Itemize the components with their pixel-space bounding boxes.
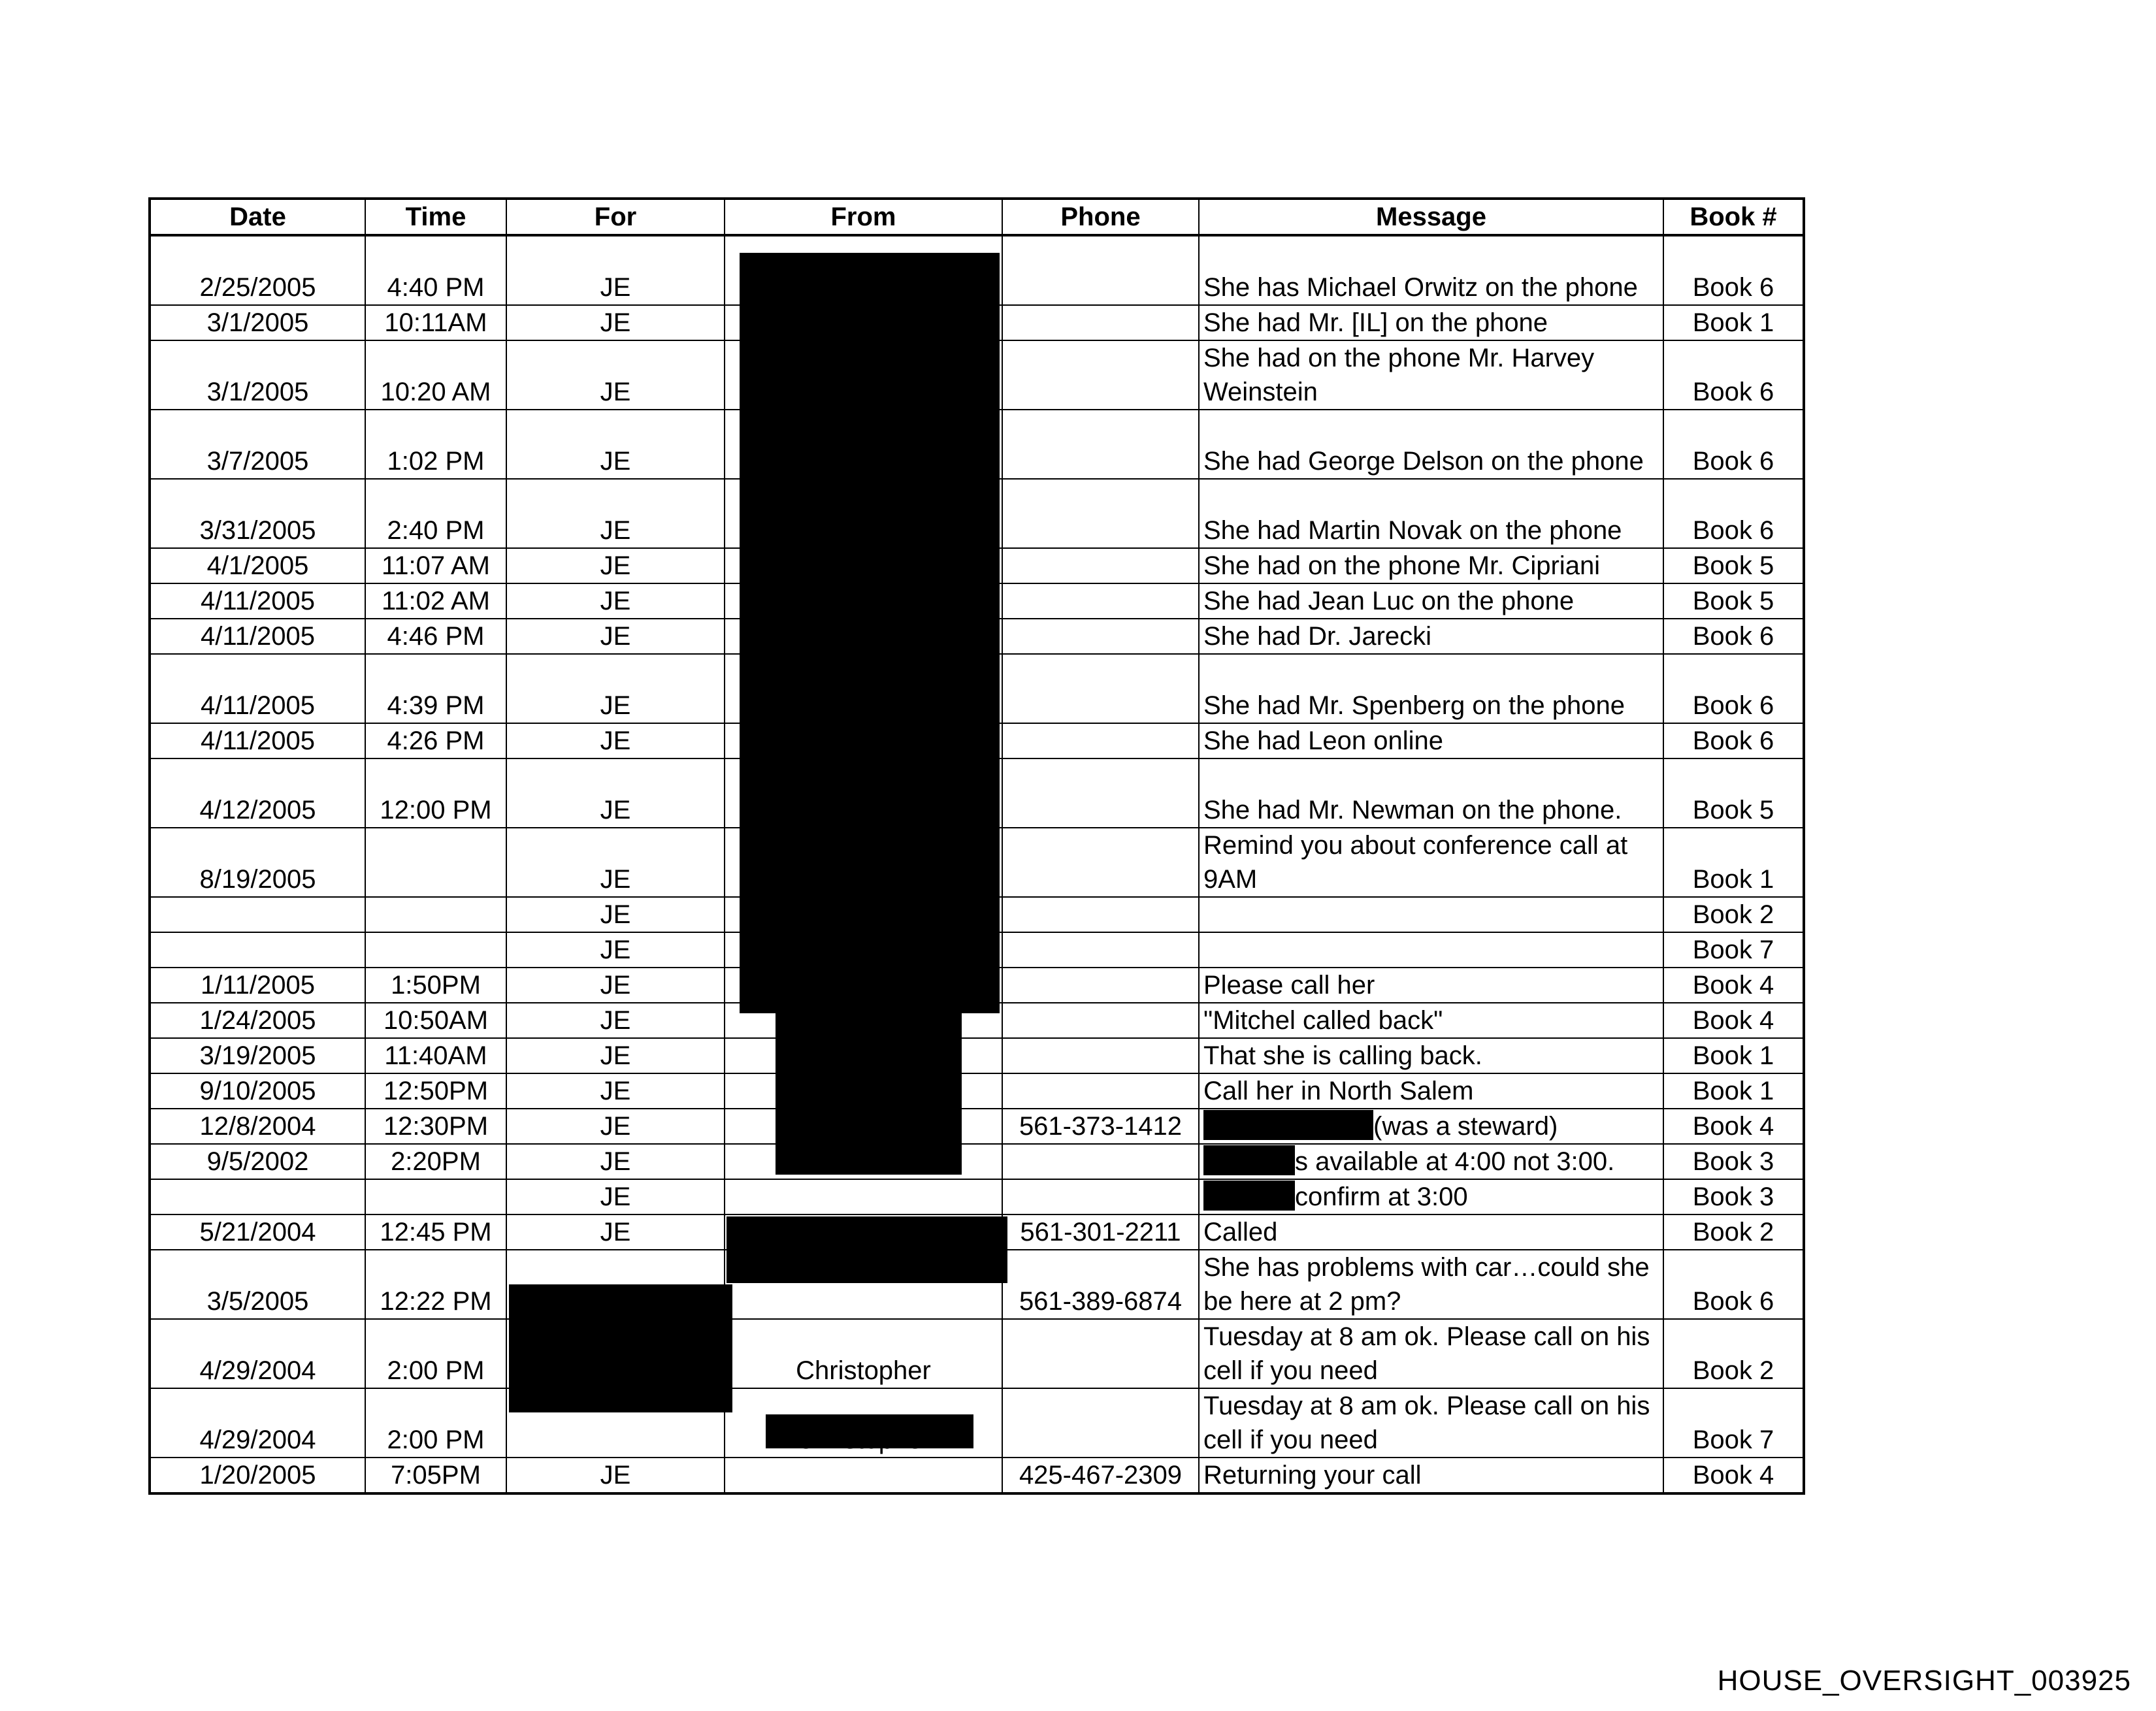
for-cell: JE: [506, 583, 725, 619]
phone-cell: [1002, 305, 1199, 340]
date-cell: 8/19/2005: [150, 828, 365, 897]
book-cell: Book 4: [1663, 1109, 1804, 1144]
message-cell: [1199, 897, 1663, 932]
book-cell: Book 6: [1663, 1250, 1804, 1319]
time-cell: 11:02 AM: [365, 583, 506, 619]
date-cell: 1/24/2005: [150, 1003, 365, 1038]
date-cell: 4/12/2005: [150, 758, 365, 828]
header-time: Time: [365, 199, 506, 235]
table-row: [150, 1109, 1804, 1144]
phone-cell: [1002, 548, 1199, 583]
book-cell: Book 7: [1663, 1388, 1804, 1458]
time-cell: 4:46 PM: [365, 619, 506, 654]
time-cell: 2:40 PM: [365, 479, 506, 548]
for-cell: JE: [506, 968, 725, 1003]
phone-cell: [1002, 583, 1199, 619]
time-cell: 12:45 PM: [365, 1214, 506, 1250]
message-cell: Returning your call: [1199, 1458, 1663, 1493]
date-cell: [150, 932, 365, 968]
for-cell: JE: [506, 897, 725, 932]
message-cell: Tuesday at 8 am ok. Please call on his cell if you need: [1199, 1319, 1663, 1388]
for-cell: JE: [506, 654, 725, 723]
message-cell: She has problems with car…could she be here at 2 pm?: [1199, 1250, 1663, 1319]
date-cell: 12/8/2004: [150, 1109, 365, 1144]
message-cell: She had George Delson on the phone: [1199, 410, 1663, 479]
time-cell: 12:50PM: [365, 1073, 506, 1109]
book-cell: Book 2: [1663, 1214, 1804, 1250]
time-cell: 11:40AM: [365, 1038, 506, 1073]
for-cell: JE: [506, 932, 725, 968]
header-date: Date: [150, 199, 365, 235]
from-cell: [725, 1458, 1002, 1493]
message-cell: "Mitchel called back": [1199, 1003, 1663, 1038]
book-cell: Book 5: [1663, 548, 1804, 583]
book-cell: Book 1: [1663, 1038, 1804, 1073]
message-cell: She had on the phone Mr. Harvey Weinstein: [1199, 340, 1663, 410]
date-cell: 2/25/2005: [150, 235, 365, 305]
date-cell: 3/1/2005: [150, 340, 365, 410]
message-cell: She had Leon online: [1199, 723, 1663, 758]
date-cell: 1/11/2005: [150, 968, 365, 1003]
phone-cell: [1002, 1003, 1199, 1038]
message-cell: [1199, 1144, 1663, 1179]
time-cell: 2:00 PM: [365, 1388, 506, 1458]
message-text: (was a steward): [1373, 1112, 1558, 1141]
message-cell: Remind you about conference call at 9AM: [1199, 828, 1663, 897]
redaction-box: [1203, 1145, 1295, 1175]
date-cell: 5/21/2004: [150, 1214, 365, 1250]
message-cell: She had Dr. Jarecki: [1199, 619, 1663, 654]
phone-cell: 425-467-2309: [1002, 1458, 1199, 1493]
phone-cell: [1002, 1073, 1199, 1109]
for-cell: JE: [506, 1003, 725, 1038]
header-message: Message: [1199, 199, 1663, 235]
for-cell: JE: [506, 1214, 725, 1250]
phone-cell: [1002, 410, 1199, 479]
book-cell: Book 1: [1663, 305, 1804, 340]
book-cell: Book 6: [1663, 479, 1804, 548]
phone-cell: [1002, 932, 1199, 968]
redaction-box: [1203, 1181, 1295, 1211]
table-row: [150, 1458, 1804, 1493]
date-cell: 4/29/2004: [150, 1388, 365, 1458]
message-text: s available at 4:00 not 3:00.: [1295, 1147, 1615, 1176]
phone-cell: [1002, 968, 1199, 1003]
table-row: [150, 1073, 1804, 1109]
book-cell: Book 3: [1663, 1179, 1804, 1214]
time-cell: 4:40 PM: [365, 235, 506, 305]
phone-cell: 561-301-2211: [1002, 1214, 1199, 1250]
message-cell: She had Mr. Newman on the phone.: [1199, 758, 1663, 828]
date-cell: 1/20/2005: [150, 1458, 365, 1493]
from-cell: [725, 1179, 1002, 1214]
phone-cell: [1002, 235, 1199, 305]
phone-cell: [1002, 897, 1199, 932]
phone-cell: [1002, 1388, 1199, 1458]
message-text: confirm at 3:00: [1295, 1182, 1468, 1211]
header-phone: Phone: [1002, 199, 1199, 235]
phone-cell: [1002, 619, 1199, 654]
message-cell: Called: [1199, 1214, 1663, 1250]
time-cell: 10:11AM: [365, 305, 506, 340]
redaction-box: [727, 1216, 1007, 1283]
book-cell: Book 2: [1663, 1319, 1804, 1388]
time-cell: [365, 932, 506, 968]
book-cell: Book 5: [1663, 758, 1804, 828]
for-cell: JE: [506, 1038, 725, 1073]
redaction-box: [776, 1013, 962, 1175]
phone-cell: 561-373-1412: [1002, 1109, 1199, 1144]
redaction-box: [1203, 1110, 1373, 1140]
phone-cell: [1002, 723, 1199, 758]
phone-cell: [1002, 654, 1199, 723]
for-cell: JE: [506, 1144, 725, 1179]
date-cell: 4/11/2005: [150, 723, 365, 758]
bates-number: HOUSE_OVERSIGHT_003925: [1717, 1665, 2131, 1697]
phone-cell: [1002, 479, 1199, 548]
book-cell: Book 6: [1663, 723, 1804, 758]
header-book: Book #: [1663, 199, 1804, 235]
date-cell: 3/19/2005: [150, 1038, 365, 1073]
header-from: From: [725, 199, 1002, 235]
time-cell: [365, 897, 506, 932]
time-cell: 2:20PM: [365, 1144, 506, 1179]
date-cell: 3/1/2005: [150, 305, 365, 340]
phone-cell: [1002, 828, 1199, 897]
time-cell: [365, 1179, 506, 1214]
time-cell: 7:05PM: [365, 1458, 506, 1493]
date-cell: 4/11/2005: [150, 619, 365, 654]
time-cell: 2:00 PM: [365, 1319, 506, 1388]
time-cell: 10:50AM: [365, 1003, 506, 1038]
message-cell: She has Michael Orwitz on the phone: [1199, 235, 1663, 305]
for-cell: JE: [506, 758, 725, 828]
table-row: [150, 1179, 1804, 1214]
message-cell: She had Mr. [IL] on the phone: [1199, 305, 1663, 340]
message-cell: Please call her: [1199, 968, 1663, 1003]
date-cell: 4/29/2004: [150, 1319, 365, 1388]
header-row: [150, 199, 1804, 235]
phone-cell: [1002, 1179, 1199, 1214]
for-cell: JE: [506, 548, 725, 583]
redaction-box: [740, 253, 1000, 1013]
book-cell: Book 6: [1663, 235, 1804, 305]
book-cell: Book 6: [1663, 340, 1804, 410]
from-cell: Christopher: [725, 1319, 1002, 1388]
book-cell: Book 3: [1663, 1144, 1804, 1179]
book-cell: Book 1: [1663, 1073, 1804, 1109]
table-row: [150, 1144, 1804, 1179]
book-cell: Book 6: [1663, 619, 1804, 654]
phone-cell: [1002, 758, 1199, 828]
time-cell: 1:02 PM: [365, 410, 506, 479]
for-cell: JE: [506, 479, 725, 548]
book-cell: Book 6: [1663, 410, 1804, 479]
message-cell: Tuesday at 8 am ok. Please call on his cell if you need: [1199, 1388, 1663, 1458]
for-cell: JE: [506, 619, 725, 654]
time-cell: 4:26 PM: [365, 723, 506, 758]
message-cell: She had Jean Luc on the phone: [1199, 583, 1663, 619]
date-cell: 3/5/2005: [150, 1250, 365, 1319]
date-cell: 9/10/2005: [150, 1073, 365, 1109]
date-cell: [150, 897, 365, 932]
book-cell: Book 7: [1663, 932, 1804, 968]
for-cell: JE: [506, 1109, 725, 1144]
date-cell: 4/11/2005: [150, 583, 365, 619]
date-cell: 4/1/2005: [150, 548, 365, 583]
date-cell: 4/11/2005: [150, 654, 365, 723]
book-cell: Book 4: [1663, 968, 1804, 1003]
for-cell: JE: [506, 1458, 725, 1493]
time-cell: 11:07 AM: [365, 548, 506, 583]
date-cell: 9/5/2002: [150, 1144, 365, 1179]
date-cell: 3/31/2005: [150, 479, 365, 548]
message-cell: She had on the phone Mr. Cipriani: [1199, 548, 1663, 583]
time-cell: 12:22 PM: [365, 1250, 506, 1319]
table-row: [150, 1388, 1804, 1458]
book-cell: Book 4: [1663, 1458, 1804, 1493]
time-cell: 12:30PM: [365, 1109, 506, 1144]
table-row: [150, 1319, 1804, 1388]
for-cell: JE: [506, 235, 725, 305]
table-row: [150, 1038, 1804, 1073]
message-cell: Call her in North Salem: [1199, 1073, 1663, 1109]
message-cell: That she is calling back.: [1199, 1038, 1663, 1073]
phone-cell: 561-389-6874: [1002, 1250, 1199, 1319]
for-cell: JE: [506, 828, 725, 897]
book-cell: Book 4: [1663, 1003, 1804, 1038]
for-cell: JE: [506, 1073, 725, 1109]
time-cell: [365, 828, 506, 897]
redaction-box: [509, 1284, 732, 1412]
book-cell: Book 5: [1663, 583, 1804, 619]
date-cell: [150, 1179, 365, 1214]
book-cell: Book 6: [1663, 654, 1804, 723]
for-cell: JE: [506, 723, 725, 758]
for-cell: JE: [506, 305, 725, 340]
phone-cell: [1002, 340, 1199, 410]
message-cell: She had Martin Novak on the phone: [1199, 479, 1663, 548]
book-cell: Book 2: [1663, 897, 1804, 932]
for-cell: JE: [506, 340, 725, 410]
for-cell: JE: [506, 410, 725, 479]
message-cell: [1199, 932, 1663, 968]
message-cell: She had Mr. Spenberg on the phone: [1199, 654, 1663, 723]
time-cell: 12:00 PM: [365, 758, 506, 828]
message-cell: [1199, 1179, 1663, 1214]
date-cell: 3/7/2005: [150, 410, 365, 479]
time-cell: 4:39 PM: [365, 654, 506, 723]
time-cell: 1:50PM: [365, 968, 506, 1003]
book-cell: Book 1: [1663, 828, 1804, 897]
time-cell: 10:20 AM: [365, 340, 506, 410]
message-cell: [1199, 1109, 1663, 1144]
phone-cell: [1002, 1319, 1199, 1388]
phone-cell: [1002, 1038, 1199, 1073]
redaction-box: [766, 1414, 973, 1448]
header-for: For: [506, 199, 725, 235]
phone-cell: [1002, 1144, 1199, 1179]
for-cell: JE: [506, 1179, 725, 1214]
